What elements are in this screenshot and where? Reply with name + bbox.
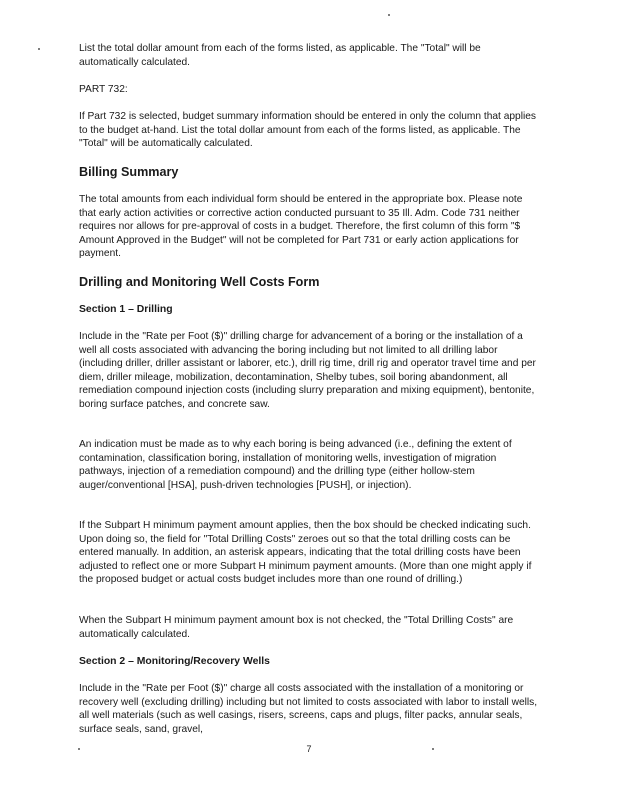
section-1-paragraph-3: If the Subpart H minimum payment amount applies, then the box should be checked indicating such. Upon doing so, the field for "Total Drilling Costs" zeroes out so that the total drilling costs can be entered manually. In addition, an asterisk appears, indicating that the total drilling costs have been adjusted to reflect one or more Subpart H minimum payment amounts. (More than one might apply if the proposed budget or actual costs budget includes more than one round of drilling.) xyxy=(79,520,532,585)
section-2-paragraph-1: Include in the "Rate per Foot ($)" charge all costs associated with the installation of a monitoring or recovery well (excluding drilling) including but not limited to costs associated with labor to install wells, all well materials (such as well casings, risers, screens, caps and plugs, filter packs, annular seals, surface seals, sand, gravel, xyxy=(79,683,538,735)
section-1-heading: Section 1 – Drilling xyxy=(79,304,173,315)
section-1-paragraph-2: An indication must be made as to why each boring is being advanced (i.e., defining the extent of contamination, classification boring, installation of monitoring wells, investigation of migration pathways, injection of a remediation compound) and the drilling type (either hollow-stem auger/conventional [HSA], push-driven technologies [PUSH], or injection). xyxy=(79,439,512,491)
section-2-heading: Section 2 – Monitoring/Recovery Wells xyxy=(79,656,270,667)
section-1-paragraph-1: Include in the "Rate per Foot ($)" drilling charge for advancement of a boring or the installation of a well all costs associated with advancing the boring including but not limited to all drilling labor (including driller, driller assistant or laborer, etc.), drill rig time, drill rig and operator travel time and per diem, driller mileage, mobilization, decontamination, Shelby tubes, soil boring abandonment, all remediation compound injection costs (including slurry preparation and mixing equipment), bentonite, boring surface patches, and concrete saw. xyxy=(79,331,536,410)
billing-summary-paragraph: The total amounts from each individual form should be entered in the appropriate box. Please note that early action activities or corrective action conducted pursuant to 35 Ill. Adm. Code 731 neither requires nor allows for pre-approval of costs in a budget. Therefore, the first column of this form "$ Amount Approved in the Budget" will not be completed for Part 731 or early action applications for payment. xyxy=(79,194,523,259)
scan-speck xyxy=(78,748,80,750)
drilling-form-heading: Drilling and Monitoring Well Costs Form xyxy=(79,275,320,289)
part-732-label: PART 732: xyxy=(79,84,128,95)
scan-speck xyxy=(432,748,434,750)
scan-speck xyxy=(388,14,390,16)
intro-paragraph: List the total dollar amount from each of the forms listed, as applicable. The "Total" will be automatically calculated. xyxy=(79,43,481,68)
page-number: 7 xyxy=(306,744,312,754)
billing-summary-heading: Billing Summary xyxy=(79,165,179,179)
part-732-paragraph: If Part 732 is selected, budget summary information should be entered in only the column that applies to the budget at-hand. List the total dollar amount from each of the forms listed, as applicable. The "Total" will be automatically calculated. xyxy=(79,111,536,149)
section-1-paragraph-4: When the Subpart H minimum payment amount box is not checked, the "Total Drilling Costs" are automatically calculated. xyxy=(79,615,514,640)
scan-speck xyxy=(38,48,40,50)
